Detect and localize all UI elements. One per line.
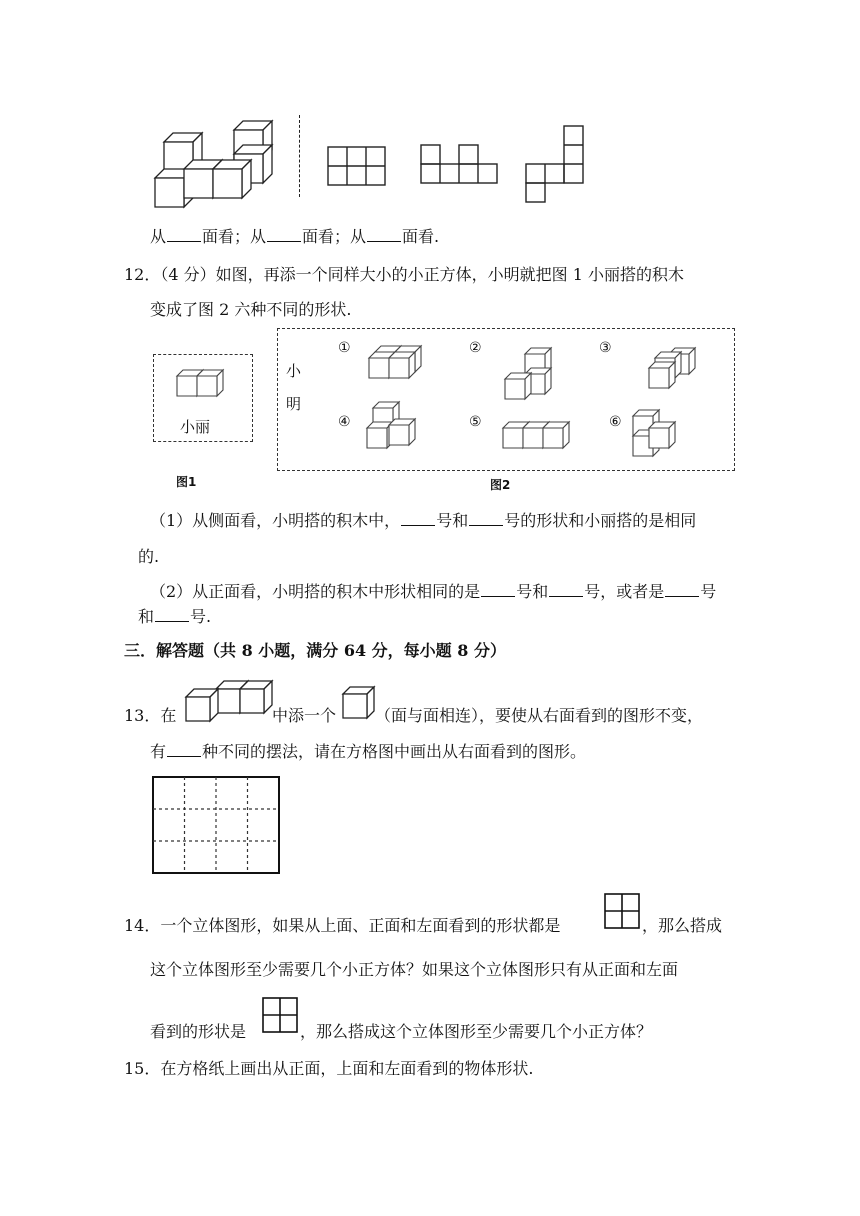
q12-sub2-line: （2）从正面看，小明搭的积木中形状相同的是 号和 号，或者是 号 — [150, 582, 717, 601]
q12-sub1-blank-1[interactable] — [401, 511, 435, 526]
q13-prefix: 13．在 — [124, 706, 177, 725]
fig1-cube — [197, 370, 223, 396]
q11-text-2: 面看；从 — [202, 227, 267, 246]
q14-line3a: 看到的形状是 — [150, 1022, 247, 1041]
q12-sub2-line2: 和 号. — [138, 607, 212, 626]
q12-line1: 12．（4 分）如图，再添一个同样大小的小正方体，小明就把图 1 小丽搭的积木 — [124, 265, 684, 284]
q13-drawing-grid[interactable] — [152, 776, 282, 876]
q11-text-3: 面看；从 — [302, 227, 367, 246]
q12-sub2-blank-3[interactable] — [665, 582, 699, 597]
q11-cube-stack-figure — [150, 118, 280, 218]
section3-heading: 三．解答题（共 8 小题，满分 64 分，每小题 8 分） — [124, 641, 506, 660]
fig2-shape1-cube — [389, 352, 415, 378]
q12-fig2-side-label-1: 小 — [286, 362, 302, 380]
q14-line1a: 14．一个立体图形，如果从上面、正面和左面看到的形状都是 — [124, 916, 561, 935]
q13-mid: 中添一个 — [272, 706, 337, 725]
q12-fig1-label: 小丽 — [180, 418, 211, 436]
q13-suffix: （面与面相连），要使从右面看到的图形不变， — [375, 706, 704, 725]
q12-fig1-cubes — [172, 366, 232, 406]
circled-number-1: ① — [338, 340, 351, 356]
q13-blank[interactable] — [167, 742, 201, 757]
q13-line2: 有 种不同的摆法，请在方格图中画出从右面看到的图形。 — [150, 742, 587, 761]
q15-text: 15．在方格纸上画出从正面，上面和左面看到的物体形状. — [124, 1059, 534, 1078]
q11-text-4: 面看. — [402, 227, 440, 246]
circled-number-5: ⑤ — [469, 414, 482, 430]
q11-blank-1[interactable] — [167, 227, 201, 242]
q12-sub1-line: （1）从侧面看，小明搭的积木中， 号和 号的形状和小丽搭的是相同 — [150, 511, 697, 530]
q11-divider-dashed-line — [299, 115, 300, 197]
q11-blank-3[interactable] — [367, 227, 401, 242]
q11-answer-line — [150, 226, 439, 248]
q12-sub2-blank-4[interactable] — [155, 607, 189, 622]
fig2-shape2-cube — [505, 373, 531, 399]
circled-number-2: ② — [469, 340, 482, 356]
circled-number-6: ⑥ — [609, 414, 622, 430]
q12-sub2-blank-2[interactable] — [549, 582, 583, 597]
q13-single-cube-figure — [340, 684, 380, 724]
fig2-shape3-cube — [649, 362, 675, 388]
circled-number-3: ③ — [599, 340, 612, 356]
q14-line2: 这个立体图形至少需要几个小正方体？如果这个立体图形只有从正面和左面 — [150, 960, 679, 979]
q12-fig2-caption: 图2 — [490, 478, 511, 492]
q12-sub2-blank-1[interactable] — [481, 582, 515, 597]
q13-single-cube — [343, 687, 374, 718]
q14-line1b: ，那么搭成 — [642, 916, 723, 935]
q11-view-figures — [320, 120, 620, 210]
q14-view-icon-1 — [604, 893, 640, 929]
q12-fig2-cube-shapes — [277, 328, 733, 469]
q13-cube-row-figure — [182, 675, 272, 725]
q11-blank-2[interactable] — [267, 227, 301, 242]
fig2-shape4-cube — [389, 419, 415, 445]
q11-text-1: 从 — [150, 227, 167, 246]
q14-line3b: ，那么搭成这个立体图形至少需要几个小正方体？ — [300, 1022, 653, 1041]
q12-fig2-side-label-2: 明 — [286, 395, 302, 413]
q14-view-icon-2 — [262, 997, 298, 1033]
q12-line2: 变成了图 2 六种不同的形状. — [150, 300, 352, 319]
q12-sub1-blank-2[interactable] — [469, 511, 503, 526]
q13-row-cube — [240, 681, 272, 713]
q12-sub1-line2: 的. — [138, 547, 160, 566]
fig2-shape5-cube — [543, 422, 569, 448]
circled-number-4: ④ — [338, 414, 351, 430]
q13-row-cube — [186, 689, 218, 721]
q11-cube — [213, 160, 251, 198]
q12-fig1-caption: 图1 — [176, 475, 197, 489]
fig2-shape6-cube — [649, 422, 675, 448]
